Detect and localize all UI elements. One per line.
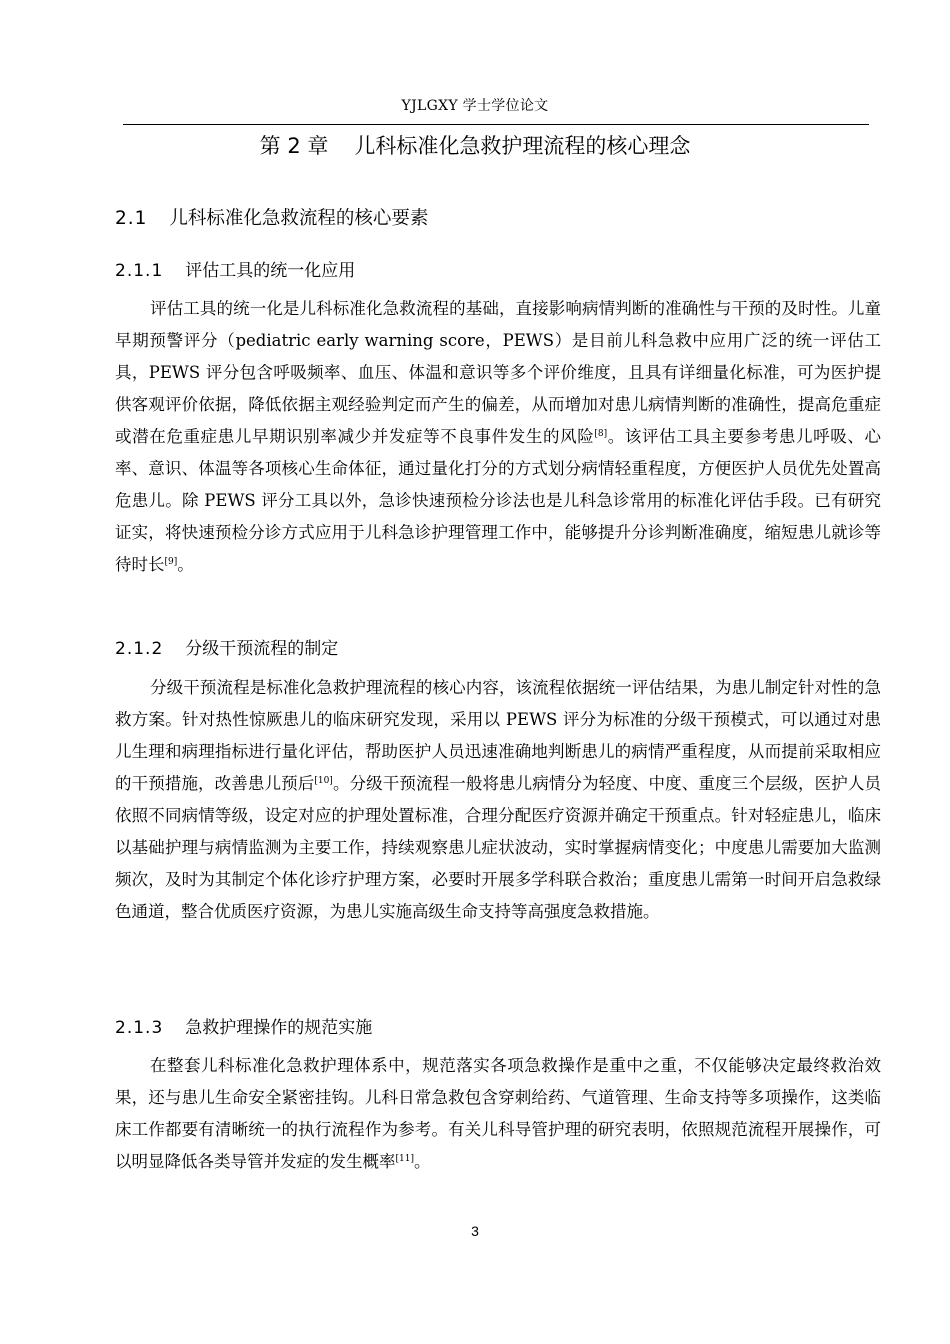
subsection-title: 分级干预流程的制定 (185, 639, 339, 659)
paragraph-3 (115, 1050, 881, 1178)
paragraph-text: 。 (413, 1152, 431, 1171)
paragraph-1 (115, 293, 881, 581)
subsection-heading-1 (115, 256, 355, 281)
chapter-number: 第 2 章 (259, 134, 329, 158)
running-header: YJLGXY 学士学位论文 (401, 98, 549, 114)
page-number: 3 (471, 1223, 479, 1239)
paragraph-text: 。分级干预流程一般将患儿病情分为轻度、中度、重度三个层级，医护人员依照不同病情等级，设定对应的护理处置标准，合理分配医疗资源并确定干预重点。针对轻症患儿，临床以基础护理与病情监测为主要工作，持续观察患儿症状波动，实时掌握病情变化；中度患儿需要加大监测频次，及时为其制定个体化诊疗护理方案，必要时开展多学科联合救治；重度患儿需第一时间开启急救绿色通道，整合优质医疗资源，为患儿实施高级生命支持等高强度急救措施。 (115, 774, 882, 921)
subsection-title: 急救护理操作的规范实施 (185, 1018, 373, 1038)
citation: [11] (395, 1154, 414, 1164)
paragraph-text: 在整套儿科标准化急救护理体系中，规范落实各项急救操作是重中之重，不仅能够决定最终救治效果，还与患儿生命安全紧密挂钩。儿科日常急救包含穿刺给药、气道管理、生命支持等多项操作，这类临床工作都要有清晰统一的执行流程作为参考。有关儿科导管护理的研究表明，依照规范流程开展操作，可以明显降低各类导管并发症的发生概率 (115, 1056, 881, 1171)
section-number: 2.1 (115, 208, 148, 229)
subsection-number: 2.1.2 (115, 639, 164, 659)
chapter-title (0, 130, 950, 160)
subsection-title: 评估工具的统一化应用 (185, 261, 356, 281)
chapter-title-text: 儿科标准化急救护理流程的核心理念 (354, 134, 691, 158)
paragraph-text: 评估工具的统一化是儿科标准化急救流程的基础，直接影响病情判断的准确性与干预的及时性。儿童早期预警评分（pediatric early warning score，PEWS）是目前儿科急救中应用广泛的统一评估工具，PEWS 评分包含呼吸频率、血压、体温和意识等多个评价维度，且具有详细量化标准，可为医护提供客观评价依据，降低依据主观经验判定而产生的偏差，从而增加对患儿病情判断的准确性，提高危重症或潜在危重症患儿早期识别率减少并发症等不良事件发生的风险 (115, 299, 881, 446)
paragraph-text: 。该评估工具主要参考患儿呼吸、心率、意识、体温等各项核心生命体征，通过量化打分的方式划分病情轻重程度，方便医护人员优先处置高危患儿。除 PEWS 评分工具以外，急诊快速预检分诊法也是儿科急诊常用的标准化评估手段。已有研究证实，将快速预检分诊方式应用于儿科急诊护理管理工作中，能够提升分诊判断准确度，缩短患儿就诊等待时长 (115, 427, 882, 574)
subsection-heading-2 (115, 634, 338, 659)
paragraph-text: 分级干预流程是标准化急救护理流程的核心内容，该流程依据统一评估结果，为患儿制定针对性的急救方案。针对热性惊厥患儿的临床研究发现，采用以 PEWS 评分为标准的分级干预模式，可以通过对患儿生理和病理指标进行量化评估，帮助医护人员迅速准确地判断患儿的病情严重程度，从而提前采取相应的干预措施，改善患儿预后 (115, 678, 881, 793)
subsection-number: 2.1.1 (115, 261, 164, 281)
paragraph-text: 。 (177, 555, 194, 574)
citation: [10] (314, 776, 333, 786)
paragraph-2 (115, 672, 881, 928)
citation: [8] (594, 429, 608, 439)
subsection-number: 2.1.3 (115, 1018, 164, 1038)
section-heading (115, 204, 428, 230)
section-title: 儿科标准化急救流程的核心要素 (169, 208, 429, 229)
header-rule (123, 124, 869, 125)
subsection-heading-3 (115, 1013, 372, 1038)
citation: [9] (164, 557, 178, 567)
